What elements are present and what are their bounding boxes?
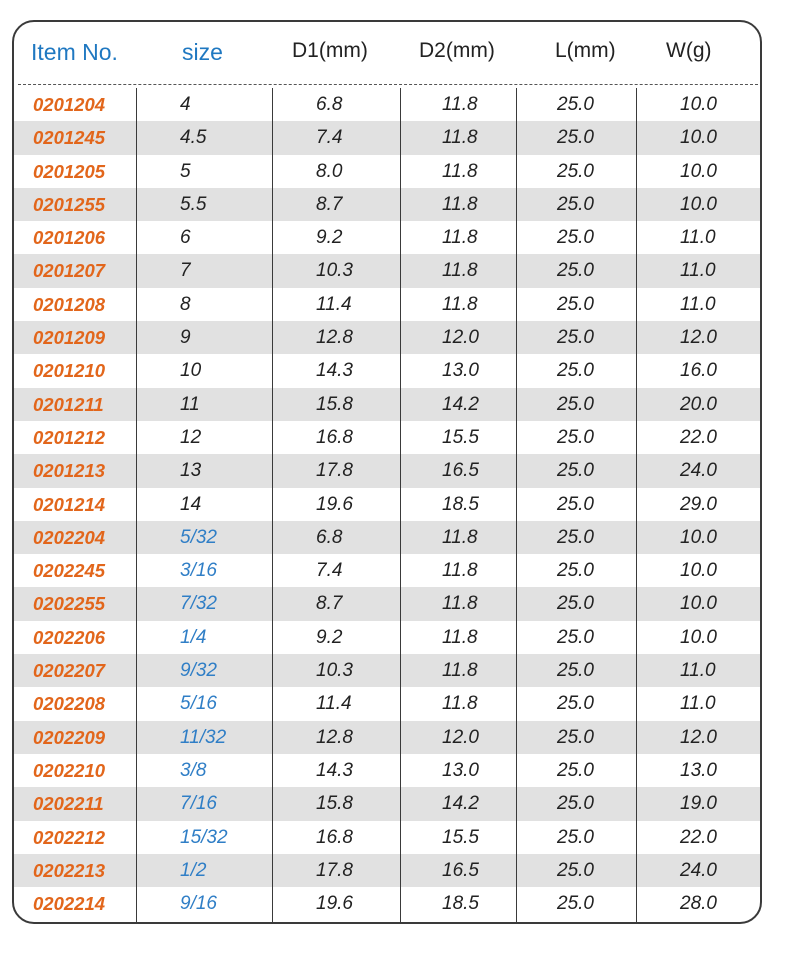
d1-cell: 9.2 <box>316 626 343 648</box>
table-row <box>14 687 760 720</box>
d1-cell: 10.3 <box>316 260 353 282</box>
length-cell: 25.0 <box>557 426 594 448</box>
size-cell: 12 <box>180 426 202 448</box>
table-row <box>14 254 760 287</box>
length-cell: 25.0 <box>557 193 594 215</box>
d1-cell: 8.7 <box>316 593 343 615</box>
d2-cell: 11.8 <box>442 526 478 548</box>
size-cell: 1/4 <box>180 626 207 648</box>
weight-cell: 10.0 <box>680 626 717 648</box>
size-cell: 15/32 <box>180 826 228 848</box>
d2-cell: 11.8 <box>442 693 478 715</box>
d1-cell: 12.8 <box>316 726 353 748</box>
weight-cell: 10.0 <box>680 193 717 215</box>
d1-cell: 12.8 <box>316 327 353 349</box>
length-cell: 25.0 <box>557 660 594 682</box>
size-cell: 7/32 <box>180 593 217 615</box>
header-d2: D2(mm) <box>419 39 495 62</box>
spec-table <box>12 20 762 924</box>
table-row <box>14 887 760 920</box>
table-row <box>14 155 760 188</box>
item-no-cell: 0201255 <box>33 193 106 215</box>
size-cell: 1/2 <box>180 859 207 881</box>
table-body <box>14 88 760 920</box>
length-cell: 25.0 <box>557 293 594 315</box>
d2-cell: 18.5 <box>442 893 479 915</box>
size-cell: 5/16 <box>180 693 217 715</box>
weight-cell: 11.0 <box>680 260 716 282</box>
d1-cell: 11.4 <box>316 293 352 315</box>
length-cell: 25.0 <box>557 493 594 515</box>
weight-cell: 16.0 <box>680 360 717 382</box>
table-header <box>14 22 760 85</box>
size-cell: 9/16 <box>180 893 217 915</box>
item-no-cell: 0202207 <box>33 660 106 682</box>
column-divider <box>272 88 273 922</box>
d1-cell: 15.8 <box>316 793 353 815</box>
table-row <box>14 354 760 387</box>
header-divider <box>18 84 758 85</box>
length-cell: 25.0 <box>557 393 594 415</box>
size-cell: 14 <box>180 493 202 515</box>
length-cell: 25.0 <box>557 160 594 182</box>
column-divider <box>136 88 137 922</box>
item-no-cell: 0202204 <box>33 526 106 548</box>
length-cell: 25.0 <box>557 626 594 648</box>
d1-cell: 7.4 <box>316 560 343 582</box>
length-cell: 25.0 <box>557 826 594 848</box>
weight-cell: 11.0 <box>680 227 716 249</box>
length-cell: 25.0 <box>557 726 594 748</box>
length-cell: 25.0 <box>557 859 594 881</box>
table-row <box>14 754 760 787</box>
length-cell: 25.0 <box>557 227 594 249</box>
table-row <box>14 288 760 321</box>
column-divider <box>636 88 637 922</box>
d1-cell: 16.8 <box>316 426 353 448</box>
size-cell: 9 <box>180 327 191 349</box>
d1-cell: 10.3 <box>316 660 353 682</box>
d2-cell: 11.8 <box>442 626 478 648</box>
d1-cell: 14.3 <box>316 360 353 382</box>
table-row <box>14 821 760 854</box>
d2-cell: 15.5 <box>442 826 479 848</box>
table-row <box>14 388 760 421</box>
d1-cell: 14.3 <box>316 759 353 781</box>
d2-cell: 15.5 <box>442 426 479 448</box>
header-size: size <box>182 39 223 65</box>
table-row <box>14 421 760 454</box>
item-no-cell: 0201207 <box>33 260 106 282</box>
d2-cell: 11.8 <box>442 127 478 149</box>
item-no-cell: 0202214 <box>33 893 106 915</box>
weight-cell: 22.0 <box>680 826 717 848</box>
size-cell: 8 <box>180 293 191 315</box>
item-no-cell: 0201211 <box>33 393 104 415</box>
length-cell: 25.0 <box>557 360 594 382</box>
weight-cell: 11.0 <box>680 660 716 682</box>
header-d1: D1(mm) <box>292 39 368 62</box>
column-divider <box>516 88 517 922</box>
weight-cell: 10.0 <box>680 127 717 149</box>
d1-cell: 19.6 <box>316 493 353 515</box>
weight-cell: 12.0 <box>680 327 717 349</box>
size-cell: 4 <box>180 94 191 115</box>
size-cell: 7/16 <box>180 793 217 815</box>
size-cell: 5.5 <box>180 193 207 215</box>
item-no-cell: 0202213 <box>33 859 106 881</box>
table-row <box>14 121 760 154</box>
d1-cell: 19.6 <box>316 893 353 915</box>
length-cell: 25.0 <box>557 593 594 615</box>
weight-cell: 20.0 <box>680 393 717 415</box>
d2-cell: 11.8 <box>442 227 478 249</box>
d1-cell: 9.2 <box>316 227 343 249</box>
item-no-cell: 0201213 <box>33 460 106 482</box>
item-no-cell: 0202255 <box>33 593 106 615</box>
item-no-cell: 0201204 <box>33 94 106 115</box>
d2-cell: 14.2 <box>442 393 479 415</box>
table-row <box>14 221 760 254</box>
item-no-cell: 0201209 <box>33 327 106 349</box>
size-cell: 6 <box>180 227 191 249</box>
d1-cell: 6.8 <box>316 94 343 115</box>
table-row <box>14 188 760 221</box>
table-row <box>14 621 760 654</box>
item-no-cell: 0202211 <box>33 793 104 815</box>
d2-cell: 18.5 <box>442 493 479 515</box>
weight-cell: 29.0 <box>680 493 717 515</box>
table-row <box>14 88 760 121</box>
size-cell: 5 <box>180 160 191 182</box>
table-row <box>14 321 760 354</box>
table-row <box>14 554 760 587</box>
d2-cell: 16.5 <box>442 859 479 881</box>
size-cell: 3/8 <box>180 759 207 781</box>
d1-cell: 16.8 <box>316 826 353 848</box>
d1-cell: 6.8 <box>316 526 343 548</box>
weight-cell: 10.0 <box>680 94 717 115</box>
size-cell: 5/32 <box>180 526 217 548</box>
d2-cell: 11.8 <box>442 94 478 115</box>
item-no-cell: 0202210 <box>33 759 106 781</box>
d2-cell: 11.8 <box>442 593 478 615</box>
table-row <box>14 587 760 620</box>
item-no-cell: 0202212 <box>33 826 106 848</box>
header-l: L(mm) <box>555 39 616 62</box>
header-item-no: Item No. <box>31 39 118 65</box>
d2-cell: 11.8 <box>442 193 478 215</box>
size-cell: 13 <box>180 460 202 482</box>
d2-cell: 11.8 <box>442 160 478 182</box>
d1-cell: 15.8 <box>316 393 353 415</box>
weight-cell: 19.0 <box>680 793 717 815</box>
table-row <box>14 787 760 820</box>
length-cell: 25.0 <box>557 327 594 349</box>
item-no-cell: 0201212 <box>33 426 106 448</box>
d1-cell: 8.0 <box>316 160 343 182</box>
size-cell: 7 <box>180 260 191 282</box>
item-no-cell: 0201210 <box>33 360 106 382</box>
length-cell: 25.0 <box>557 94 594 115</box>
d2-cell: 11.8 <box>442 293 478 315</box>
d2-cell: 11.8 <box>442 660 478 682</box>
length-cell: 25.0 <box>557 260 594 282</box>
table-row <box>14 521 760 554</box>
length-cell: 25.0 <box>557 793 594 815</box>
length-cell: 25.0 <box>557 893 594 915</box>
d2-cell: 13.0 <box>442 360 479 382</box>
item-no-cell: 0202208 <box>33 693 106 715</box>
size-cell: 11 <box>180 393 200 415</box>
d1-cell: 17.8 <box>316 460 353 482</box>
item-no-cell: 0202209 <box>33 726 106 748</box>
weight-cell: 28.0 <box>680 893 717 915</box>
item-no-cell: 0201206 <box>33 227 106 249</box>
weight-cell: 24.0 <box>680 859 717 881</box>
d2-cell: 11.8 <box>442 560 478 582</box>
d1-cell: 8.7 <box>316 193 343 215</box>
length-cell: 25.0 <box>557 526 594 548</box>
length-cell: 25.0 <box>557 560 594 582</box>
table-row <box>14 721 760 754</box>
size-cell: 9/32 <box>180 660 217 682</box>
size-cell: 3/16 <box>180 560 217 582</box>
length-cell: 25.0 <box>557 460 594 482</box>
d2-cell: 12.0 <box>442 327 479 349</box>
weight-cell: 24.0 <box>680 460 717 482</box>
weight-cell: 10.0 <box>680 593 717 615</box>
length-cell: 25.0 <box>557 127 594 149</box>
weight-cell: 13.0 <box>680 759 717 781</box>
item-no-cell: 0202245 <box>33 560 106 582</box>
weight-cell: 11.0 <box>680 693 716 715</box>
weight-cell: 10.0 <box>680 526 717 548</box>
weight-cell: 12.0 <box>680 726 717 748</box>
d1-cell: 7.4 <box>316 127 343 149</box>
item-no-cell: 0201208 <box>33 293 106 315</box>
item-no-cell: 0201205 <box>33 160 106 182</box>
size-cell: 11/32 <box>180 726 227 748</box>
d1-cell: 17.8 <box>316 859 353 881</box>
weight-cell: 10.0 <box>680 160 717 182</box>
weight-cell: 22.0 <box>680 426 717 448</box>
length-cell: 25.0 <box>557 759 594 781</box>
weight-cell: 10.0 <box>680 560 717 582</box>
d1-cell: 11.4 <box>316 693 352 715</box>
d2-cell: 11.8 <box>442 260 478 282</box>
table-row <box>14 454 760 487</box>
header-w: W(g) <box>666 39 712 62</box>
item-no-cell: 0201245 <box>33 127 106 149</box>
weight-cell: 11.0 <box>680 293 716 315</box>
size-cell: 4.5 <box>180 127 207 149</box>
d2-cell: 13.0 <box>442 759 479 781</box>
table-row <box>14 854 760 887</box>
column-divider <box>400 88 401 922</box>
size-cell: 10 <box>180 360 202 382</box>
length-cell: 25.0 <box>557 693 594 715</box>
d2-cell: 16.5 <box>442 460 479 482</box>
item-no-cell: 0202206 <box>33 626 106 648</box>
table-row <box>14 488 760 521</box>
d2-cell: 12.0 <box>442 726 479 748</box>
item-no-cell: 0201214 <box>33 493 106 515</box>
d2-cell: 14.2 <box>442 793 479 815</box>
table-row <box>14 654 760 687</box>
